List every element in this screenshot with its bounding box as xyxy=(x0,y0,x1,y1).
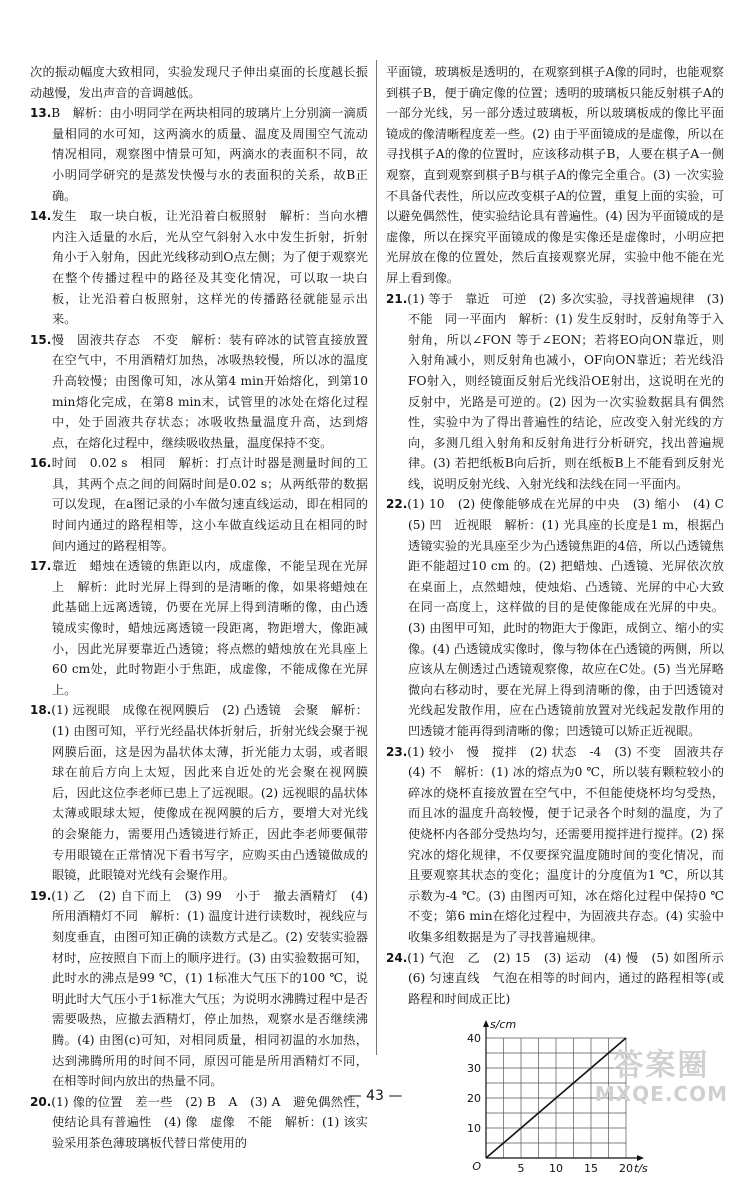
answer-text: (1) 气泡 乙 (2) 15 (3) 运动 (4) 慢 (5) 如图所示 (6) 匀速直线 气泡在相等的时间内，通过的路程相等(或路程和时间成正比) xyxy=(407,950,737,1006)
answer-14 xyxy=(30,206,368,330)
answer-number: 14. xyxy=(30,209,52,224)
watermark-logo xyxy=(595,1050,728,1106)
answer-number: 19. xyxy=(30,888,52,903)
y-tick-label: 10 xyxy=(467,1122,481,1136)
x-tick-label: 10 xyxy=(549,1162,563,1176)
answer-21 xyxy=(386,289,724,495)
answer-text: (1) 远视眼 成像在视网膜后 (2) 凸透镜 会聚 解析：(1) 由图可知，平行光经晶状体折射后，折射光线会聚于视网膜后面，这是因为晶状体太薄，折光能力太弱，或者眼球在前后方向上太短，因此来自近处的光会聚在视网膜后，因此这位李老师已患上了远视眼。(2) 远视眼的晶状体太薄或眼球太短，使像成在视网膜的后方，要增大对光线的会聚能力，需要用凸透镜进行矫正，因此李老师要佩带专用眼镜在正常情况下看书写字，应购买由凸透镜做成的眼镜，此眼镜对光线有会聚作用。 xyxy=(51,703,368,883)
answer-number: 22. xyxy=(386,497,408,512)
answer-text: (1) 等于 靠近 可逆 (2) 多次实验，寻找普遍规律 (3) 不能 同一平面内 解析：(1) 发生反射时，反射角等于入射角，所以∠FON 等于∠EON；若将EO向ON靠近，则入射角减小，则反射角也减小，OF向ON靠近；若光线沿FO射入，则经镜面反射后光线沿OE射出，这说明在光的反射中，光路是可逆的。(2) 因为一次实验数据具有偶然性，实验中为了得出普遍性的结论，应改变入射光线的方向，多测几组入射角和反射角进行分析研究，找出普遍规律。(3) 若把纸板B向后折，则在纸板B上不能看到反射光线，说明反射光线、入射光线和法线在同一平面内。 xyxy=(407,291,724,491)
answer-text: (1) 较小 慢 搅拌 (2) 状态 -4 (3) 不变 固液共存 (4) 不 解析：(1) 冰的熔点为0 ℃，所以装有颗粒较小的碎冰的烧杯直接放置在空气中，不但能使烧杯均匀受热，而且冰的温度升高较慢，便于记录各个时刻的温度，为了使烧杯内各部分受热均匀，还需要用搅拌进行搅拌。(2) 探究冰的熔化规律，不仅要探究温度随时间的变化情况，而且要观察其状态的变化；温度计的分度值为1 ℃，所以其示数为-4 ℃。(3) 由图丙可知，冰在熔化过程中保持0 ℃不变；第6 min在熔化过程中，为固液共存态。(4) 实验中收集多组数据是为了寻找普遍规律。 xyxy=(407,744,737,944)
answer-13 xyxy=(30,103,368,206)
x-tick-label: 20 xyxy=(619,1162,633,1176)
y-axis-label: s/cm xyxy=(490,1018,517,1032)
left-column xyxy=(30,62,368,1153)
answer-text: 靠近 蜡烛在透镜的焦距以内，成虚像，不能呈现在光屏上 解析：此时光屏上得到的是清晰的像，如果将蜡烛在此基础上远离透镜，仍要在光屏上得到清晰的像，由凸透镜成实像时，蜡烛远离透镜一段距离，物距增大，像距减小，因此光屏要靠近凸透镜；将点燃的蜡烛放在光具座上60 cm处，此时物距小于焦距，成虚像，不能成像在光屏上。 xyxy=(51,559,368,697)
answer-number: 18. xyxy=(30,703,52,718)
x-axis-arrow xyxy=(637,1155,644,1161)
answer-number: 13. xyxy=(30,106,52,121)
answer-22 xyxy=(386,494,737,741)
answer-number: 17. xyxy=(30,559,52,574)
answer-24 xyxy=(386,948,737,1010)
answer-number: 24. xyxy=(386,950,408,965)
answer-18 xyxy=(30,700,368,885)
answer-number: 16. xyxy=(30,456,52,471)
answer-text: 发生 取一块白板，让光沿着白板照射 解析：当向水槽内注入适量的水后，光从空气斜射入水中发生折射，折射角小于入射角，因此光线移动到O点左侧；为了便于观察光在整个传播过程中的路径及其变化情况，可以取一块白板，让光沿着白板照射，这样光的传播路径就能显示出来。 xyxy=(51,209,368,327)
x-axis-label: t/s xyxy=(634,1162,648,1176)
y-axis-arrow xyxy=(483,1020,489,1027)
answer-number: 20. xyxy=(30,1094,52,1109)
answer-text: 慢 固液共存态 不变 解析：装有碎冰的试管直接放置在空气中，不用酒精灯加热，冰吸热较慢，所以冰的温度升高较慢；由图像可知，冰从第4 min开始熔化，到第10 min熔化完成，在第8 min末，试管里的冰处在熔化过程中，处于固液共存状态；冰吸收热量温度升高，达到熔点，在熔化过程中，继续吸收热量，温度保持不变。 xyxy=(51,332,368,450)
answer-number: 21. xyxy=(386,291,408,306)
answer-12-continuation: 次的振动幅度大致相同，实验发现尺子伸出桌面的长度越长振动越慢，发出声音的音调越低。 xyxy=(30,65,368,100)
answer-number: 23. xyxy=(386,744,408,759)
right-column xyxy=(386,62,737,1183)
y-tick-label: 40 xyxy=(467,1032,481,1046)
x-tick-label: 5 xyxy=(517,1162,525,1176)
answer-number: 15. xyxy=(30,332,52,347)
watermark-text: 答案圈 xyxy=(613,1048,710,1083)
answer-16 xyxy=(30,453,368,556)
answer-text: (1) 10 (2) 使像能够成在光屏的中央 (3) 缩小 (4) C (5) 凹 近视眼 解析：(1) 光具座的长度是1 m，根据凸透镜实验的光具座至少为凸透镜焦距的4倍，所以凸透镜焦距不能超过10 cm 的。(2) 把蜡烛、凸透镜、光屏依次放在桌面上，点然蜡烛，使烛焰、凸透镜、光屏的中心大致在同一高度上，这样做的目的是使像能成在光屏的中央。(3) 由图甲可知，此时的物距大于像距，成倒立、缩小的实像。(4) 凸透镜成实像时，像与物体在凸透镜的两侧，所以应该从左侧透过凸透镜观察像，故应在C处。(5) 当光屏略微向右移动时，要在光屏上得到清晰的像，由于凹透镜对光线起发散作用，应在凸透镜前放置对光线起发散作用的凹透镜才能再得到清晰的像；凹透镜可以矫正近视眼。 xyxy=(407,497,737,738)
answer-23 xyxy=(386,742,737,948)
answer-text: (1) 乙 (2) 自下而上 (3) 99 小于 撤去酒精灯 (4) 所用酒精灯不同 解析：(1) 温度计进行读数时，视线应与刻度垂直，由图可知正确的读数方式是乙。(2) 安装实验器材时，应按照自下而上的顺序进行。(3) 由实验数据可知，此时水的沸点是99 ℃，(1) 1标准大气压下的100 ℃，说明此时大气压小于1标准大气压；为说明水沸腾过程中是否需要吸热，应撤去酒精灯，停止加热，观察水是否继续沸腾。(4) 由图(c)可知，对相同质量，相同初温的水加热，达到沸腾所用的时间不同，原因可能是所用酒精灯不同，在相等时间内放出的热量不同。 xyxy=(51,888,368,1089)
answer-15 xyxy=(30,330,368,454)
answer-20-continuation: 平面镜，玻璃板是透明的，在观察到棋子A像的同时，也能观察到棋子B，便于确定像的位置；透明的玻璃板只能反射棋子A的一部分光线，另一部分透过玻璃板，所以玻璃板成的像比平面镜成的像清晰程度差一些。(2) 由于平面镜成的是虚像，所以在寻找棋子A的像的位置时，应该移动棋子B，人要在棋子A一侧观察，直到观察到棋子B与棋子A的像完全重合。(3) 一次实验不具备代表性，所以应改变棋子A的位置，重复上面的实验，可以避免偶然性，使实验结论具有普遍性。(4) 因为平面镜成的是虚像，所以在探究平面镜成的像是实像还是虚像时，小明应把光屏放在像的位置处，然后直接观察光屏，实验中他不能在光屏上看到像。 xyxy=(386,65,725,285)
y-tick-label: 20 xyxy=(467,1092,481,1106)
y-tick-label: 30 xyxy=(467,1062,481,1076)
answer-17 xyxy=(30,556,368,700)
x-tick-label: 15 xyxy=(584,1162,598,1176)
answer-19 xyxy=(30,886,368,1092)
page-number: — 43 — xyxy=(347,1088,403,1104)
answer-text: 时间 0.02 s 相同 解析：打点计时器是测量时间的工具，其两个点之间的间隔时间是0.02 s；从两纸带的数据可以发现，在a图记录的小车做匀速直线运动，即在相同的时间内通过的路程相等，这小车做直线运动且在相同的时间内通过的路程相等。 xyxy=(51,456,368,553)
column-divider xyxy=(376,60,377,1055)
answer-text: B 解析：由小明同学在两块相同的玻璃片上分别滴一滴质量相同的水可知，这两滴水的质量、温度及周围空气流动情况相同，观察图中情景可知，两滴水的表面积不同，故小明同学研究的是蒸发快慢与水的表面积的关系，故B正确。 xyxy=(51,106,368,203)
answer-text: (1) 像的位置 差一些 (2) B A (3) A 避免偶然性，使结论具有普遍性 (4) 像 虚像 不能 解析：(1) 该实验采用茶色薄玻璃板代替日常使用的 xyxy=(51,1094,368,1150)
origin-label: O xyxy=(472,1160,481,1174)
watermark-url: MXQE.COM xyxy=(594,1082,728,1106)
